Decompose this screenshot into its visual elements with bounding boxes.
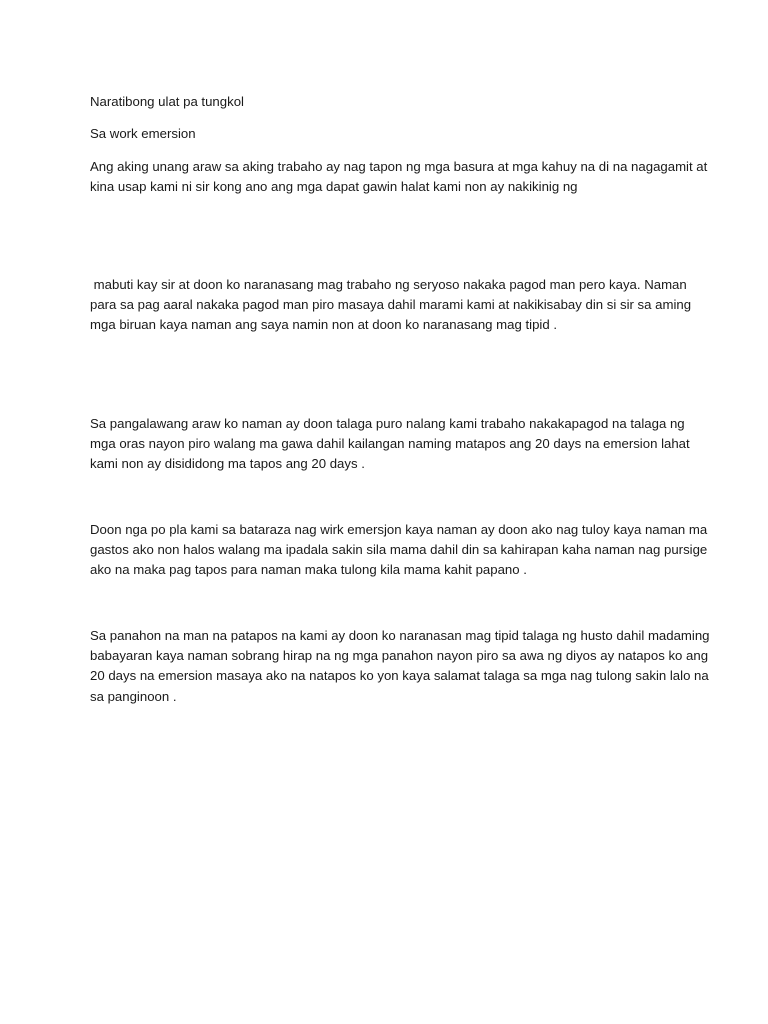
paragraph-5	[90, 626, 710, 707]
paragraph-line: sa panginoon .	[90, 688, 177, 704]
paragraph-4	[90, 520, 708, 581]
document-title: Naratibong ulat pa tungkol	[90, 94, 244, 109]
paragraph-line: Sa pangalawang araw ko naman ay doon talaga puro nalang kami trabaho nakakapagod na talaga ng	[90, 416, 685, 431]
paragraph-line: babayaran kaya naman sobrang hirap na ng mga panahon nayon piro sa awa ng diyos ay natapos ko ang	[90, 648, 709, 664]
paragraph-line: ako na maka pag tapos para naman maka tulong kila mama kahit papano .	[90, 562, 527, 578]
paragraph-line: mga biruan kaya naman ang saya namin non at doon ko naranasang mag tipid .	[90, 317, 557, 333]
paragraph-line: Doon nga po pla kami sa bataraza nag wirk emersjon kaya naman ay doon ako nag tuloy kaya naman ma	[90, 522, 708, 537]
paragraph-line: mga oras nayon piro walang ma gawa dahil kailangan naming matapos ang 20 days na emersion lahat	[90, 436, 690, 452]
paragraph-2	[90, 275, 690, 336]
paragraph-line: 20 days na emersion masaya ako na natapos ko yon kaya salamat talaga sa mga nag tulong sakin lalo na	[90, 668, 709, 684]
paragraph-3	[90, 414, 690, 475]
paragraph-line: Ang aking unang araw sa aking trabaho ay nag tapon ng mga basura at mga kahuy na di na nagagamit at	[90, 159, 708, 174]
paragraph-line: kina usap kami ni sir kong ano ang mga dapat gawin halat kami non ay nakikinig ng	[90, 179, 578, 195]
paragraph-1	[90, 157, 708, 197]
paragraph-line: Sa panahon na man na patapos na kami ay doon ko naranasan mag tipid talaga ng husto dahil madaming	[90, 628, 710, 643]
paragraph-line: mabuti kay sir at doon ko naranasang mag trabaho ng seryoso nakaka pagod man pero kaya. Naman	[90, 277, 687, 292]
document-subtitle: Sa work emersion	[90, 126, 196, 141]
paragraph-line: para sa pag aaral nakaka pagod man piro masaya dahil marami kami at nakikisabay din si sir sa aming	[90, 297, 692, 313]
paragraph-line: gastos ako non halos walang ma ipadala sakin sila mama dahil din sa kahirapan kaha naman nag pursige	[90, 542, 708, 558]
paragraph-line: kami non ay disididong ma tapos ang 20 days .	[90, 456, 365, 472]
